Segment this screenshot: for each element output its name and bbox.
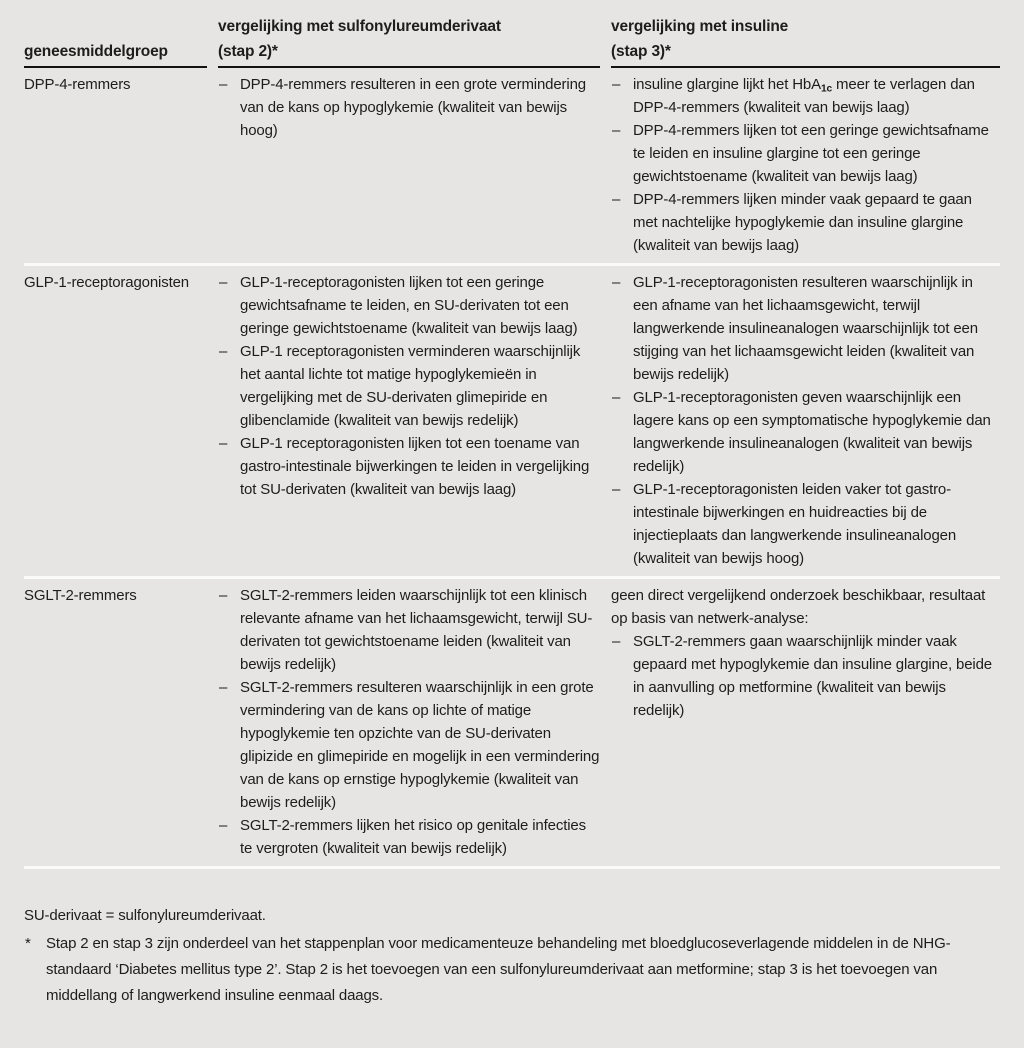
bullet-item: – SGLT-2-remmers gaan waarschijnlijk minder vaak gepaard met hypoglykemie dan insuline glargine, beide in aanvulling op metformine (kwaliteit van bewijs redelijk) xyxy=(611,630,1000,722)
table-row-glp1 xyxy=(24,266,1000,579)
bullet-item: – SGLT-2-remmers leiden waarschijnlijk tot een klinisch relevante afname van het lichaamsgewicht, terwijl SU-derivaten tot gewichtstoename leiden (kwaliteit van bewijs redelijk) xyxy=(218,584,600,676)
bullet-item: – GLP-1 receptoragonisten verminderen waarschijnlijk het aantal lichte tot matige hypoglykemieën in vergelijking met de SU-derivaten glimepiride en glibenclamide (kwaliteit van bewijs redelijk) xyxy=(218,340,600,432)
bullet-list xyxy=(611,630,1000,722)
network-analysis-intro: geen direct vergelijkend onderzoek beschikbaar, resultaat op basis van netwerk-analyse: xyxy=(611,587,986,627)
header-su-line1: vergelijking met sulfonylureumderivaat xyxy=(218,18,501,35)
insuline-comparison-cell xyxy=(611,584,1000,860)
insuline-comparison-cell xyxy=(611,271,1000,570)
bullet-item: – DPP-4-remmers lijken tot een geringe gewichtsafname te leiden en insuline glargine tot een geringe gewichtstoename (kwaliteit van bewijs laag) xyxy=(611,119,1000,188)
header-su-line2: (stap 2)* xyxy=(218,43,278,60)
header-vergelijking-insuline xyxy=(611,14,1000,68)
group-cell: GLP-1-receptoragonisten xyxy=(24,274,189,291)
bullet-item: – GLP-1-receptoragonisten resulteren waarschijnlijk in een afname van het lichaamsgewicht, terwijl langwerkende insulineanalogen waarschijnlijk tot een stijging van het lichaamsgewicht leiden (kwaliteit van bewijs redelijk) xyxy=(611,271,1000,386)
bullet-item: – DPP-4-remmers lijken minder vaak gepaard te gaan met nachtelijke hypoglykemie dan insuline glargine (kwaliteit van bewijs laag) xyxy=(611,188,1000,257)
bullet-list xyxy=(611,73,1000,257)
footnote-abbreviation: SU-derivaat = sulfonylureumderivaat. xyxy=(24,907,266,924)
bullet-list xyxy=(218,271,600,501)
su-comparison-cell xyxy=(218,73,600,257)
table-row-dpp4 xyxy=(24,68,1000,266)
bullet-item: – GLP-1-receptoragonisten leiden vaker tot gastro-intestinale bijwerkingen en huidreacties bij de injectieplaats dan langwerkende insulineanalogen (kwaliteit van bewijs hoog) xyxy=(611,478,1000,570)
table-header-row xyxy=(24,0,1000,68)
bullet-item: – SGLT-2-remmers lijken het risico op genitale infecties te vergroten (kwaliteit van bewijs redelijk) xyxy=(218,814,600,860)
bullet-list xyxy=(218,73,600,142)
su-comparison-cell xyxy=(218,584,600,860)
header-geneesmiddelgroep-label: geneesmiddelgroep xyxy=(24,43,168,60)
bullet-item: – SGLT-2-remmers resulteren waarschijnlijk in een grote vermindering van de kans op lichte of matige hypoglykemie ten opzichte van de SU-derivaten glipizide en glimepiride en mogelijk in een vermindering van de kans op ernstige hypoglykemie (kwaliteit van bewijs redelijk) xyxy=(218,676,600,814)
footnotes xyxy=(24,869,1000,1009)
footnote-star-text: Stap 2 en stap 3 zijn onderdeel van het stappenplan voor medicamenteuze behandeling met bloedglucoseverlagende middelen in de NHG-standaard ‘Diabetes mellitus type 2’. Stap 2 is het toevoegen van een sulfonylureumderivaat aan metformine; stap 3 is het toevoegen van middellang of langwerkend insuline eenmaal daags. xyxy=(46,935,951,1004)
bullet-item: – GLP-1 receptoragonisten lijken tot een toename van gastro-intestinale bijwerkingen te leiden in vergelijking tot SU-derivaten (kwaliteit van bewijs laag) xyxy=(218,432,600,501)
bullet-item: – GLP-1-receptoragonisten geven waarschijnlijk een lagere kans op een symptomatische hypoglykemie dan langwerkende insulineanalogen (kwaliteit van bewijs redelijk) xyxy=(611,386,1000,478)
su-comparison-cell xyxy=(218,271,600,570)
header-insuline-line1: vergelijking met insuline xyxy=(611,18,789,35)
bullet-list xyxy=(611,271,1000,570)
bullet-item: – DPP-4-remmers resulteren in een grote vermindering van de kans op hypoglykemie (kwaliteit van bewijs hoog) xyxy=(218,73,600,142)
footnote-star-symbol: * xyxy=(25,935,31,952)
group-cell: SGLT-2-remmers xyxy=(24,587,137,604)
bullet-item: – GLP-1-receptoragonisten lijken tot een geringe gewichtsafname te leiden, en SU-derivaten tot een geringe gewichtstoename (kwaliteit van bewijs laag) xyxy=(218,271,600,340)
bullet-list xyxy=(218,584,600,860)
header-insuline-line2: (stap 3)* xyxy=(611,43,671,60)
footnote-star xyxy=(24,931,1000,1009)
header-vergelijking-sulfonylureumderivaat xyxy=(218,14,600,68)
header-geneesmiddelgroep xyxy=(24,39,207,68)
table-row-sglt2 xyxy=(24,579,1000,869)
group-cell: DPP-4-remmers xyxy=(24,76,131,93)
bullet-item: – insuline glargine lijkt het HbA$_{1c}$ meer te verlagen dan DPP-4-remmers (kwaliteit van bewijs laag) xyxy=(611,73,1000,119)
insuline-comparison-cell xyxy=(611,73,1000,257)
